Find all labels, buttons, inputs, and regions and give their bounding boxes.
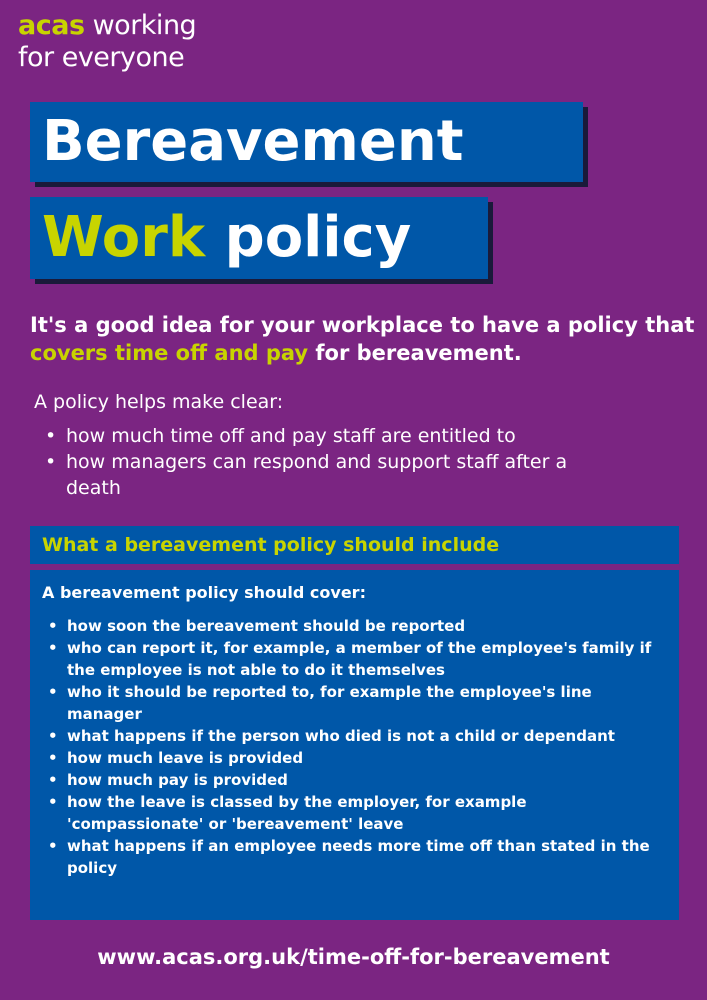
footer-url-link[interactable]: www.acas.org.uk/time-off-for-bereavement <box>97 945 610 969</box>
title-rest: policy <box>205 205 412 270</box>
logo-line1: working <box>84 10 197 41</box>
logo-brand: acas <box>18 10 85 41</box>
intro-highlight: covers time off and pay <box>30 341 309 365</box>
list-item: • what happens if an employee needs more time off than stated in the policy <box>48 835 667 879</box>
title-line1: Bereavement <box>30 102 583 182</box>
section-lead: A bereavement policy should cover: <box>42 583 366 602</box>
section-list <box>48 615 667 879</box>
policy-helps-heading: A policy helps make clear: <box>34 391 284 413</box>
title-line2 <box>30 197 488 279</box>
list-item: • who can report it, for example, a member of the employee's family if the employee is not able to do it themselves <box>48 637 667 681</box>
list-item: • how the leave is classed by the employer, for example 'compassionate' or 'bereavement' leave <box>48 791 667 835</box>
intro-part1: It's a good idea for your workplace to have a policy that <box>30 313 695 337</box>
intro-part2: for bereavement. <box>308 341 522 365</box>
section-body <box>30 570 679 920</box>
list-item: • how managers can respond and support staff after a death <box>45 449 605 501</box>
list-item: • who it should be reported to, for example the employee's line manager <box>48 681 667 725</box>
intro-paragraph <box>30 311 700 367</box>
list-item: • what happens if the person who died is not a child or dependant <box>48 725 667 747</box>
policy-helps-list <box>45 423 605 501</box>
list-item: • how much leave is provided <box>48 747 667 769</box>
logo-line2: for everyone <box>18 42 185 73</box>
list-item: • how soon the bereavement should be reported <box>48 615 667 637</box>
acas-logo <box>18 10 196 74</box>
list-item: • how much pay is provided <box>48 769 667 791</box>
section-heading: What a bereavement policy should include <box>30 526 679 564</box>
list-item: • how much time off and pay staff are entitled to <box>45 423 605 449</box>
title-highlight: Work <box>42 205 206 270</box>
